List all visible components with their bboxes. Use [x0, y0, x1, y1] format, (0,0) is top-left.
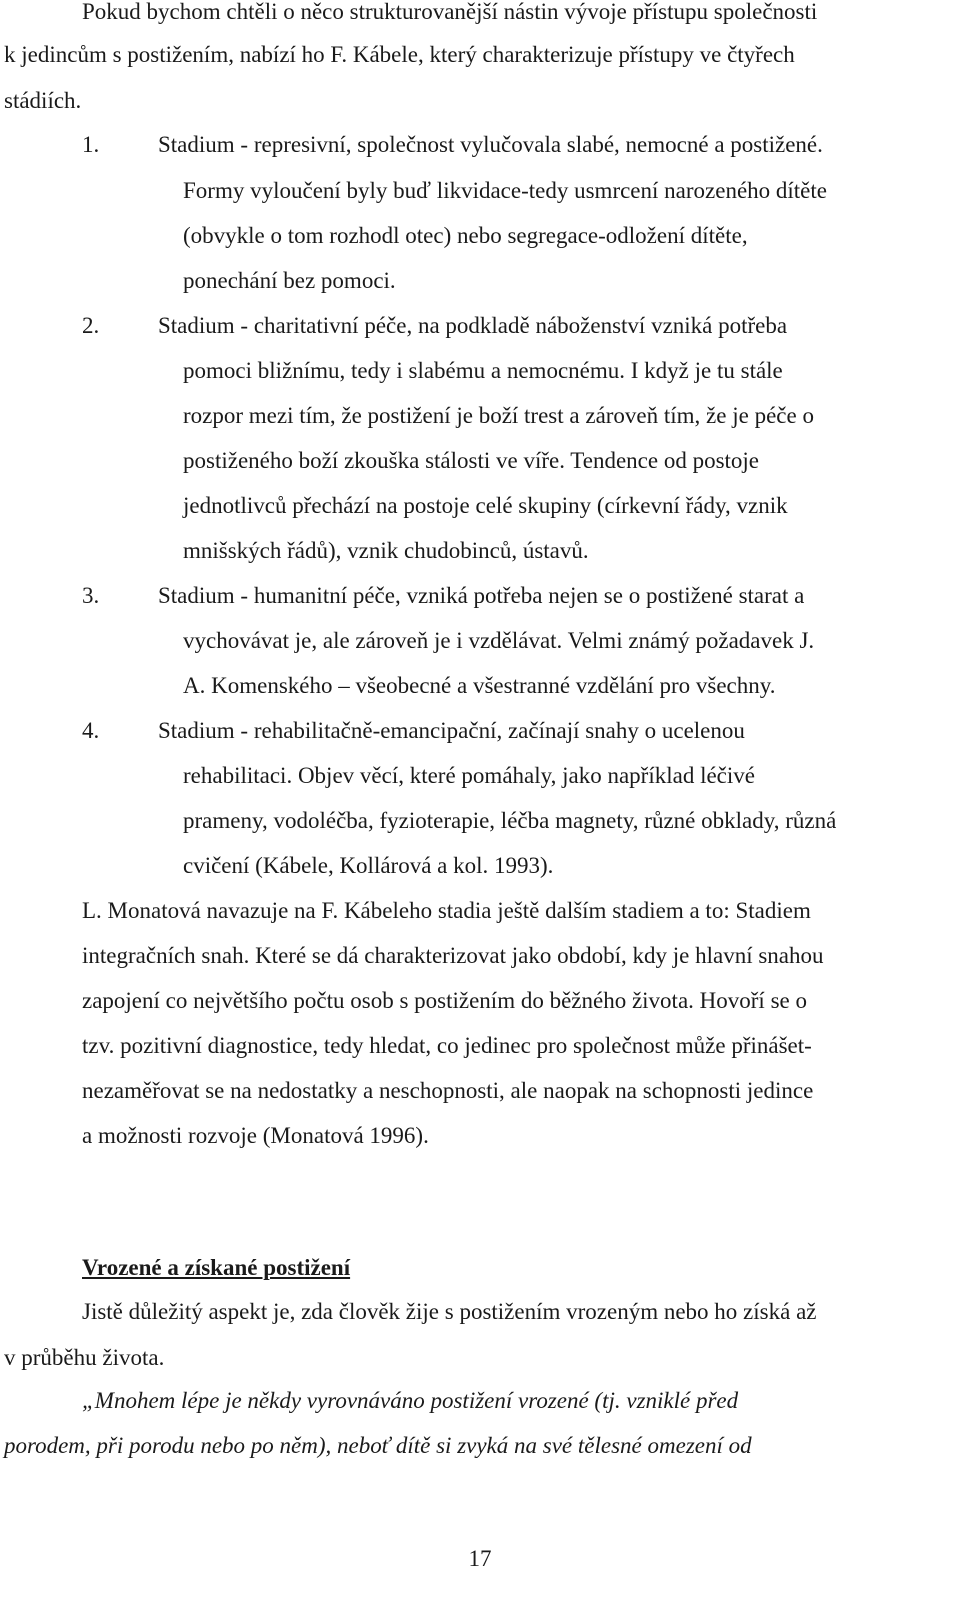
stage-2-number: 2.	[82, 313, 100, 338]
page-number: 17	[468, 1546, 492, 1571]
quote-line-1: „Mnohem lépe je někdy vyrovnáváno postižení vrozené (tj. vzniklé před	[82, 1388, 739, 1413]
stage-2-line-5: jednotlivců přechází na postoje celé skupiny (církevní řády, vznik	[183, 493, 788, 518]
stage-4-line-1: Stadium - rehabilitačně-emancipační, začínají snahy o ucelenou	[158, 718, 745, 743]
stage-4-line-4: cvičení (Kábele, Kollárová a kol. 1993).	[183, 853, 554, 878]
monatova-line-2: integračních snah. Které se dá charakterizovat jako období, kdy je hlavní snahou	[82, 943, 824, 968]
stage-2-line-1: Stadium - charitativní péče, na podkladě náboženství vzniká potřeba	[158, 313, 788, 338]
stage-1-number: 1.	[82, 132, 100, 157]
stage-2-line-2: pomoci bližnímu, tedy i slabému a nemocnému. I když je tu stále	[183, 358, 783, 383]
stage-3-line-2: vychovávat je, ale zároveň je i vzdělávat. Velmi známý požadavek J.	[183, 628, 815, 653]
stage-4-line-2: rehabilitaci. Objev věcí, které pomáhaly, jako například léčivé	[183, 763, 755, 788]
section-line-2: v průběhu života.	[4, 1345, 165, 1370]
intro-line-1: Pokud bychom chtěli o něco strukturovanější nástin vývoje přístupu společnosti	[82, 0, 818, 24]
stage-2-line-3: rozpor mezi tím, že postižení je boží trest a zároveň tím, že je péče o	[183, 403, 814, 428]
section-heading: Vrozené a získané postižení	[82, 1255, 351, 1280]
monatova-line-5: nezaměřovat se na nedostatky a neschopnosti, ale naopak na schopnosti jedince	[82, 1078, 814, 1103]
stage-3-line-3: A. Komenského – všeobecné a všestranné vzdělání pro všechny.	[183, 673, 776, 698]
stage-4-line-3: prameny, vodoléčba, fyzioterapie, léčba magnety, různé obklady, různá	[183, 808, 837, 833]
stage-1-line-1: Stadium - represivní, společnost vylučovala slabé, nemocné a postižené.	[158, 132, 823, 157]
stage-2-line-4: postiženého boží zkouška stálosti ve víře. Tendence od postoje	[183, 448, 760, 473]
stage-1-line-4: ponechání bez pomoci.	[183, 268, 396, 293]
stage-3-number: 3.	[82, 583, 100, 608]
section-line-1: Jistě důležitý aspekt je, zda člověk žije s postižením vrozeným nebo ho získá až	[82, 1299, 817, 1324]
stage-2-line-6: mnišských řádů), vznik chudobinců, ústavů.	[183, 538, 589, 563]
quote-line-2: porodem, při porodu nebo po něm), neboť dítě si zvyká na své tělesné omezení od	[4, 1433, 752, 1458]
monatova-line-1: L. Monatová navazuje na F. Kábeleho stadia ještě dalším stadiem a to: Stadiem	[82, 898, 811, 923]
intro-line-3: stádiích.	[4, 88, 82, 113]
stage-1-line-2: Formy vyloučení byly buď likvidace-tedy usmrcení narozeného dítěte	[183, 178, 827, 203]
stage-3-line-1: Stadium - humanitní péče, vzniká potřeba nejen se o postižené starat a	[158, 583, 805, 608]
intro-line-2: k jedincům s postižením, nabízí ho F. Kábele, který charakterizuje přístupy ve čtyřech	[4, 42, 795, 67]
monatova-line-3: zapojení co největšího počtu osob s postižením do běžného života. Hovoří se o	[82, 988, 807, 1013]
stage-4-number: 4.	[82, 718, 100, 743]
monatova-line-6: a možnosti rozvoje (Monatová 1996).	[82, 1123, 429, 1148]
stage-1-line-3: (obvykle o tom rozhodl otec) nebo segregace-odložení dítěte,	[183, 223, 748, 248]
monatova-line-4: tzv. pozitivní diagnostice, tedy hledat, co jedinec pro společnost může přinášet-	[82, 1033, 812, 1058]
